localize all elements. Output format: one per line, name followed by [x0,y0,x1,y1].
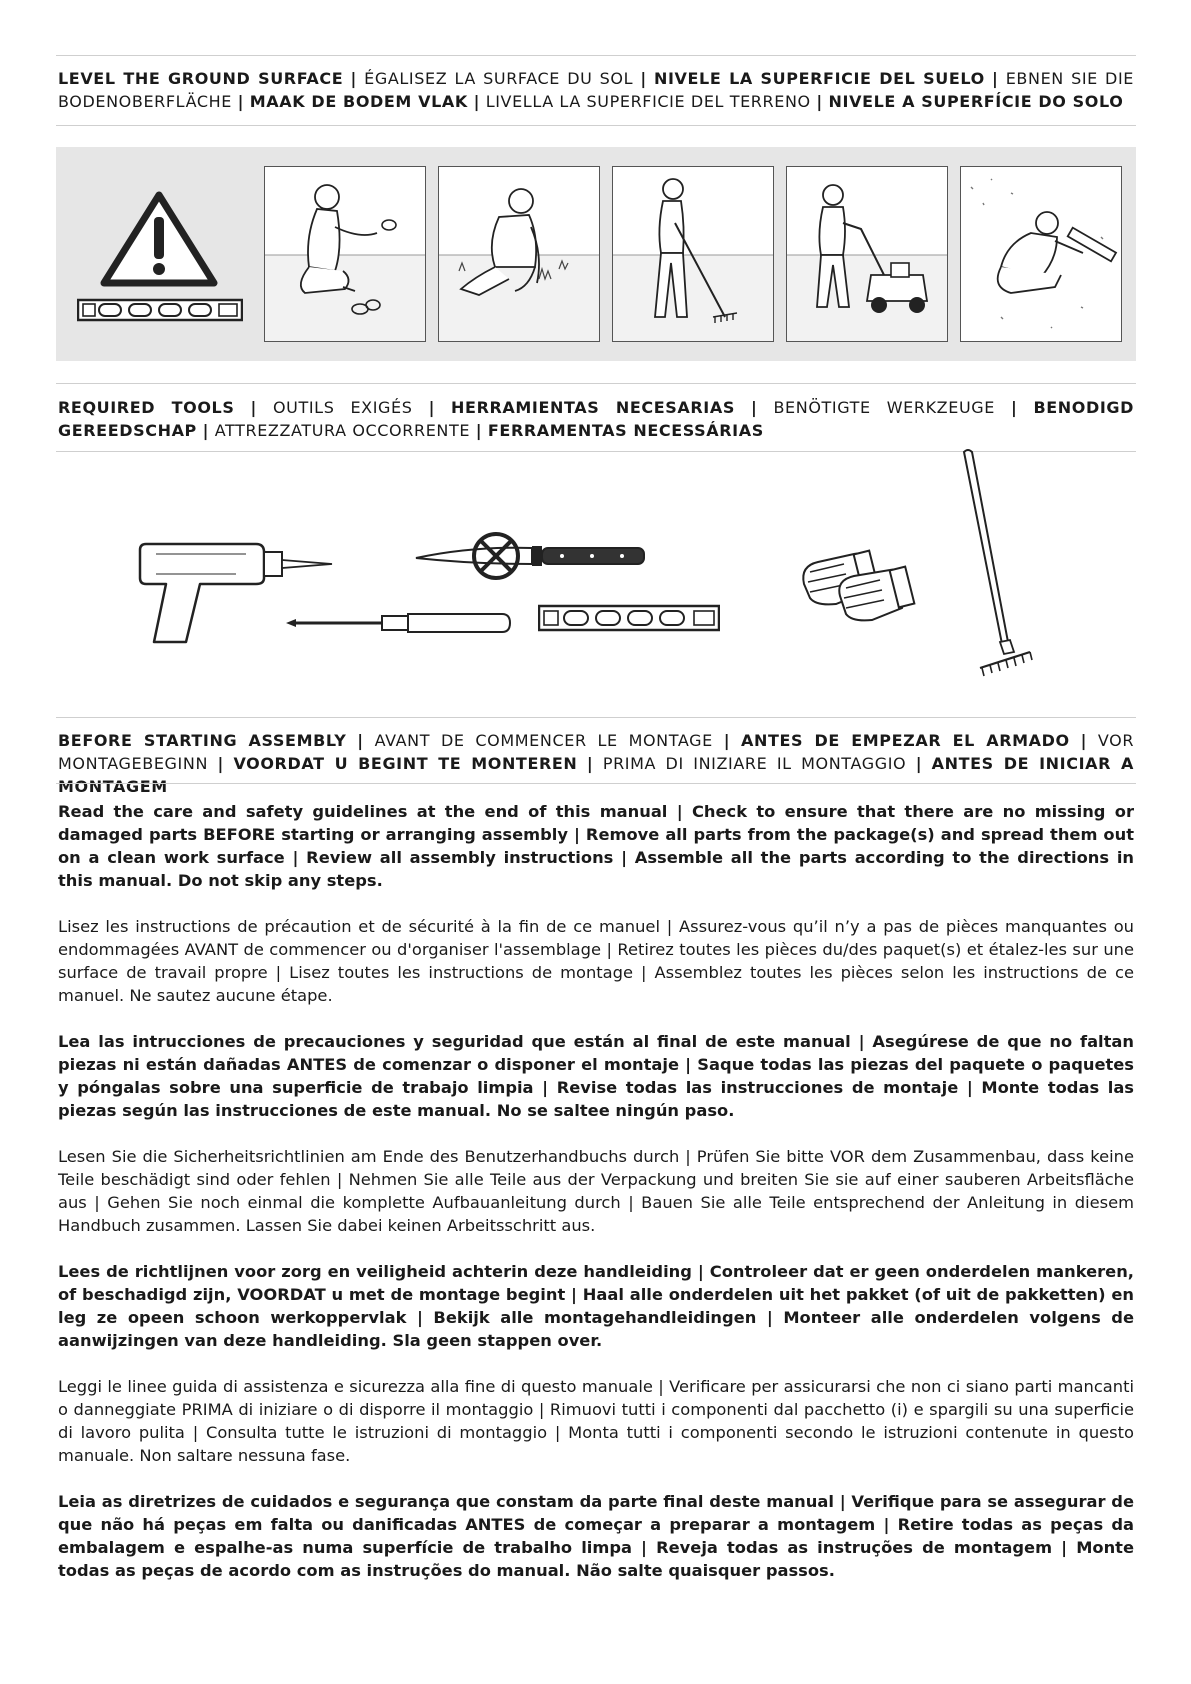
instructions-nl: Lees de richtlijnen voor zorg en veiligheid achterin deze handleiding | Controleer dat er geen onderdelen mankeren, of beschadigd zijn, VOORDAT u met de montage begint | Haal alle onderdelen uit het pakket (of uit de pakketten) en leg ze opeen schoon werkoppervlak | Bekijk alle montagehandleidingen | Monteer alle onderdelen volgens de aanwijzingen van deze handleiding. Sla geen stappen over. [58,1262,1134,1350]
heading-nl: BENODIGD GEREEDSCHAP [58,398,1135,440]
step-check-level-image [960,166,1122,342]
section-heading-level-ground: LEVEL THE GROUND SURFACE | ÉGALISEZ LA SURFACE DU SOL | NIVELE LA SUPERFICIE DEL SUELO | EBNEN SIE DIE BODENOBERFLÄCHE | MAAK DE BODEM VLAK | LIVELLA LA SUPERFICIE DEL TERRENO | NIVELE A SUPERFÍCIE DO SOLO [58,69,1135,111]
heading-fr: OUTILS EXIGÉS [272,398,413,417]
screwdriver-icon [282,608,514,638]
heading-nl: VOORDAT U BEGINT TE MONTEREN [233,754,578,773]
heading-nl: MAAK DE BODEM VLAK [249,92,468,111]
divider [56,55,1136,56]
level-ground-illustration-panel [56,147,1136,361]
heading-es: ANTES DE EMPEZAR EL ARMADO [741,731,1070,750]
heading-en: LEVEL THE GROUND SURFACE [58,69,344,88]
heading-en: BEFORE STARTING ASSEMBLY [58,731,347,750]
instructions-es: Lea las intrucciones de precauciones y seguridad que están al final de este manual | Asegúrese de que no faltan piezas ni están dañadas ANTES de comenzar o disponer el montaje | Saque todas las piezas del paquete o paquetes y póngalas sobre una superficie de trabajo limpia | Revise todas las instrucciones de montaje | Monte todas las piezas según las instrucciones de este manual. No se saltee ningún paso. [58,1032,1134,1120]
heading-de: BENÖTIGTE WERKZEUGE [773,398,995,417]
heading-fr: ÉGALISEZ LA SURFACE DU SOL [364,69,634,88]
heading-es: NIVELE LA SUPERFICIE DEL SUELO [654,69,985,88]
heading-en: REQUIRED TOOLS [58,398,235,417]
heading-es: HERRAMIENTAS NECESARIAS [451,398,735,417]
step-pull-weeds-image [438,166,600,342]
heading-it: LIVELLA LA SUPERFICIE DEL TERRENO [485,92,811,111]
heading-it: PRIMA DI INIZIARE IL MONTAGGIO [602,754,907,773]
instructions-pt: Leia as diretrizes de cuidados e segurança que constam da parte final deste manual | Verifique para se assegurar de que não há peças em falta ou danificadas ANTES de começar a preparar a montagem | Retire todas as peças da embalagem e espalhe-as numa superfície de trabalho limpa | Reveja todas as instruções de montagem | Monte todas as peças de acordo com as instruções do manual. Não salte quaisquer passos. [58,1492,1134,1580]
step-rake-image [612,166,774,342]
heading-pt: FERRAMENTAS NECESSÁRIAS [487,421,764,440]
divider [56,717,1136,718]
knife-prohibited-icon [412,520,652,590]
step-pick-stones-image [264,166,426,342]
instructions-en: Read the care and safety guidelines at the end of this manual | Check to ensure that there are no missing or damaged parts BEFORE starting or arranging assembly | Remove all parts from the package(s) and spread them out on a clean work surface | Review all assembly instructions | Assemble all the parts according to the directions in this manual. Do not skip any steps. [58,802,1134,890]
step-mow-image [786,166,948,342]
heading-de: VOR MONTAGEBEGINN [58,731,1135,773]
garden-rake-icon [960,446,1050,682]
spirit-level-icon [77,298,243,322]
instructions-it: Leggi le linee guida di assistenza e sicurezza alla fine di questo manuale | Verificare per assicurarsi che non ci siano parti mancanti o danneggiate PRIMA di iniziare o di disporre il montaggio | Rimuovi tutti i componenti dal pacchetto (i) e spargili su una superficie di lavoro pulita | Consulta tutte le istruzioni di montaggio | Monta tutti i componenti secondo le istruzioni contenute in questo manuale. Non saltare nessuna fase. [58,1377,1134,1465]
required-tools-illustration [56,460,1136,710]
heading-it: ATTREZZATURA OCCORRENTE [214,421,471,440]
instructions-fr: Lisez les instructions de précaution et de sécurité à la fin de ce manuel | Assurez-vous qu’il n’y a pas de pièces manquantes ou endommagées AVANT de commencer ou d'organiser l'assemblage | Retirez toutes les pièces du/des paquet(s) et étalez-les sur une surface de travail propre | Lisez toutes les instructions de montage | Assemblez toutes les pièces selon les instructions de ce manuel. Ne sautez aucune étape. [58,917,1134,1005]
heading-fr: AVANT DE COMMENCER LE MONTAGE [374,731,713,750]
heading-pt: NIVELE A SUPERFÍCIE DO SOLO [828,92,1124,111]
section-heading-before-assembly: BEFORE STARTING ASSEMBLY | AVANT DE COMMENCER LE MONTAGE | ANTES DE EMPEZAR EL ARMADO | VOR MONTAGEBEGINN | VOORDAT U BEGINT TE MONTEREN | PRIMA DI INIZIARE IL MONTAGGIO | ANTES DE INICIAR A MONTAGEM [58,731,1135,796]
section-heading-required-tools: REQUIRED TOOLS | OUTILS EXIGÉS | HERRAMIENTAS NECESARIAS | BENÖTIGTE WERKZEUGE | BENODIGD GEREEDSCHAP | ATTREZZATURA OCCORRENTE | FERRAMENTAS NECESSÁRIAS [58,398,1135,440]
instructions-de: Lesen Sie die Sicherheitsrichtlinien am Ende des Benutzerhandbuchs durch | Prüfen Sie bitte VOR dem Zusammenbau, dass keine Teile beschädigt sind oder fehlen | Nehmen Sie alle Teile aus der Verpackung und breiten Sie sie auf einer sauberen Arbeitsfläche aus | Gehen Sie noch einmal die komplette Aufbauanleitung durch | Bauen Sie alle Teile entsprechend der Anleitung in diesem Handbuch zusammen. Lassen Sie dabei keinen Arbeitsschritt aus. [58,1147,1134,1235]
divider [56,783,1136,784]
heading-pt: ANTES DE INICIAR A MONTAGEM [58,754,1134,796]
work-gloves-icon [796,544,926,624]
spirit-level-icon [538,604,720,632]
divider [56,125,1136,126]
divider [56,383,1136,384]
heading-de: EBNEN SIE DIE BODENOBERFLÄCHE [58,69,1135,111]
